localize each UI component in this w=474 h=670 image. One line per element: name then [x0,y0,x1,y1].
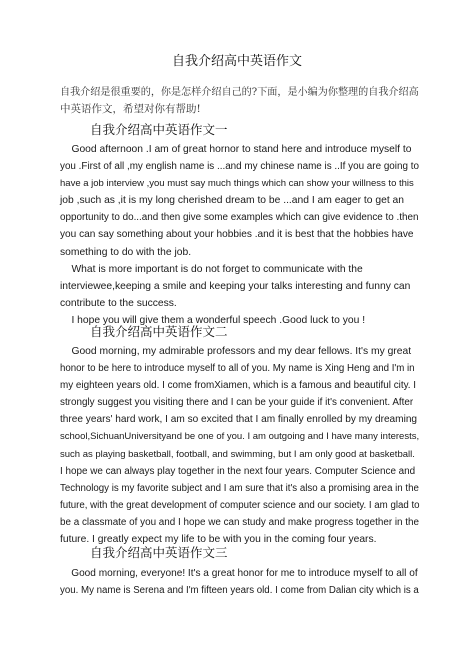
text-line: have a job interview ,you must say much things which can show your willness to this [60,178,414,190]
text-line: something to do with the job. [60,246,192,258]
text-line: future, with the great development of computer science and our society. I am glad to [60,499,420,511]
intro-line: 中英语作文，希望对你有帮助! [60,103,201,115]
text-line: future. I greatly expect my life to be with you in the coming four years. [60,534,377,546]
text-line: Good morning, everyone! It's a great honor for me to introduce myself to all of [60,568,418,579]
text-line: you .First of all ,my english name is ...and my chinese name is ..If you are going to [60,161,419,173]
text-line: contribute to the success. [60,297,177,309]
text-line: honor to be here to introduce myself to all of you. My name is Xing Heng and I'm in [60,363,415,375]
section-body-1 [60,141,420,329]
intro-paragraph [60,84,420,118]
text-line: strongly suggest you visiting there and I can be your guide if it's convenient. After [60,397,414,409]
section-body-3 [60,565,420,599]
text-line: What is more important is do not forget to communicate with the [60,263,363,275]
text-line: you. My name is Serena and I'm fifteen years old. I come from Dalian city which is a [60,585,419,597]
text-line: opportunity to do...and then give some examples which can give evidence to .then [60,212,419,224]
text-line: Good morning, my admirable professors and my dear fellows. It's my great [60,346,412,357]
text-line: such as playing basketball, football, and swimming, but I am only good at basketball. [60,448,415,460]
section-body-2 [60,343,420,548]
text-line: Good afternoon .I am of great hornor to stand here and introduce myself to [60,144,412,155]
section-heading-2: 自我介绍高中英语作文二 [90,324,228,339]
text-line: you can say something about your hobbies .and it is best that the hobbies have [60,229,414,241]
section-heading-3: 自我介绍高中英语作文三 [90,545,228,560]
text-line: school,SichuanUniversityand be one of you. I am outgoing and I have many interests, [60,431,420,443]
text-line: I hope we can always play together in the next four years. Computer Science and [60,465,416,477]
intro-line: 自我介绍是很重要的，你是怎样介绍自己的?下面，是小编为你整理的自我介绍高 [60,87,419,98]
text-line: be a classmate of you and I hope we can study and make progress together in the [60,516,420,528]
section-heading-1: 自我介绍高中英语作文一 [90,122,228,137]
text-line: Technology is my favorite subject and I am sure that it's also a promising area in the [60,482,419,494]
text-line: I hope you will give them a wonderful speech .Good luck to you ! [60,314,366,326]
text-line: interviewee,keeping a smile and keeping your talks interesting and funny can [60,280,411,292]
text-line: my eighteen years old. I come fromXiamen, which is a famous and beautiful city. I [60,380,417,392]
text-line: job ,such as ,it is my long cherished dream to be ...and I am eager to get an [60,195,404,207]
text-line: three years' hard work, I am so excited that I am finally enrolled by my dreaming [60,414,418,426]
page-title: 自我介绍高中英语作文 [171,54,302,69]
